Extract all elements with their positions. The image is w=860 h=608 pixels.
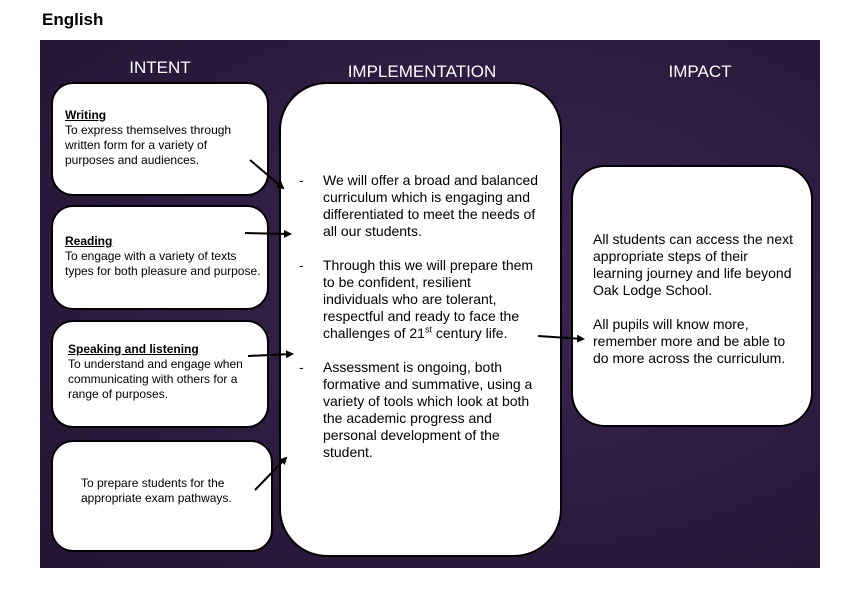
speaking-listening-text: To understand and engage when communicating with others for a range of purposes. [68,357,243,401]
implementation-item: - We will offer a broad and balanced curriculum which is engaging and differentiated to meet the needs of all our students. [299,172,539,239]
impact-header: IMPACT [668,62,732,81]
superscript-st: st [424,324,432,335]
impact-paragraph: All pupils will know more, remember more and be able to do more across the curriculum. [593,316,786,366]
implementation-header: IMPLEMENTATION [347,62,497,81]
implementation-item: - Through this we will prepare them to be confident, resilient individuals who are tolerant, respectful and ready to face the challenges of 21st century life. [299,257,534,341]
writing-heading: Writing [65,108,107,122]
speaking-listening-heading: Speaking and listening [68,342,199,356]
exam-pathways-text: To prepare students for the appropriate exam pathways. [81,476,232,505]
reading-text: To engage with a variety of texts types for both pleasure and purpose. [65,249,261,278]
impact-arrow [538,336,583,339]
impact-paragraph: All students can access the next appropriate steps of their learning journey and life beyond Oak Lodge School. [593,231,793,298]
exams-arrow [255,458,286,490]
writing-text: To express themselves through written form for a variety of purposes and audiences. [65,123,232,167]
reading-heading: Reading [65,234,113,248]
writing-arrow [250,160,283,188]
implementation-item: - Assessment is ongoing, both formative and summative, using a variety of tools which look at both the academic progress and personal development of the student. [299,359,533,460]
intent-header: INTENT [129,58,191,77]
reading-arrow [245,233,290,234]
page-title: English [42,10,104,29]
speaking-arrow [248,354,292,356]
